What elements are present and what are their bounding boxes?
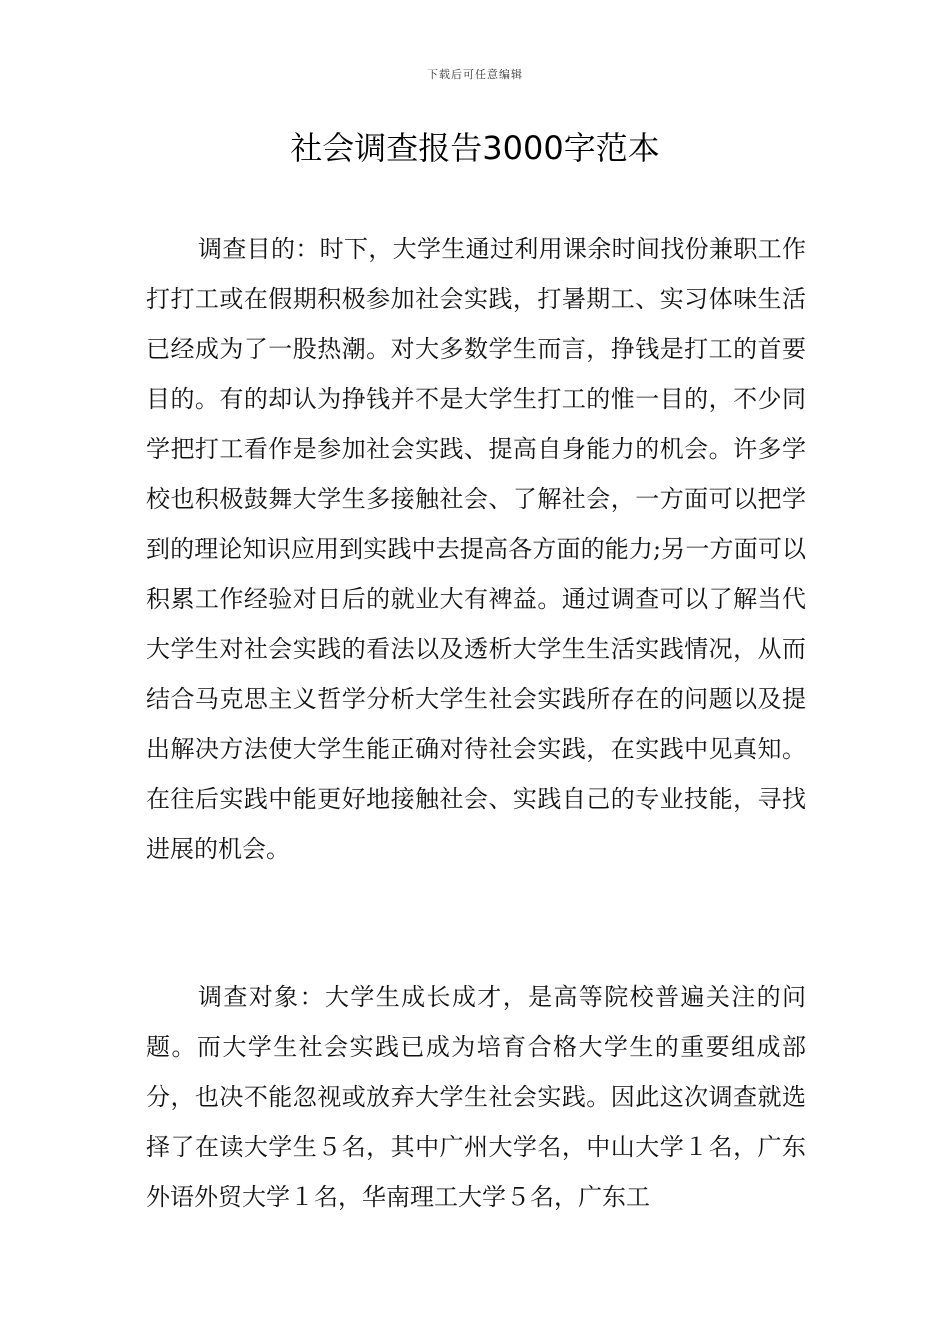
header-note: 下载后可任意编辑 (427, 68, 523, 81)
paragraph-subjects: 调查对象：大学生成长成才，是高等院校普遍关注的问题。而大学生社会实践已成为培育合格大学生的重要组成部分，也决不能忽视或放弃大学生社会实践。因此这次调查就选择了在读大学生５名，其中广州大学名，中山大学１名，广东外语外贸大学１名，华南理工大学５名，广东工 (146, 983, 806, 1211)
document-title: 社会调查报告3000字范本 (290, 129, 660, 167)
paragraph-purpose: 调查目的：时下，大学生通过利用课余时间找份兼职工作打打工或在假期积极参加社会实践，打暑期工、实习体味生活已经成为了一股热潮。对大多数学生而言，挣钱是打工的首要目的。有的却认为挣钱并不是大学生打工的惟一目的，不少同学把打工看作是参加社会实践、提高自身能力的机会。许多学校也积极鼓舞大学生多接触社会、了解社会，一方面可以把学到的理论知识应用到实践中去提高各方面的能力;另一方面可以积累工作经验对日后的就业大有裨益。通过调查可以了解当代大学生对社会实践的看法以及透析大学生生活实践情况，从而结合马克思主义哲学分析大学生社会实践所存在的问题以及提出解决方法使大学生能正确对待社会实践，在实践中见真知。在往后实践中能更好地接触社会、实践自己的专业技能，寻找进展的机会。 (146, 235, 806, 863)
